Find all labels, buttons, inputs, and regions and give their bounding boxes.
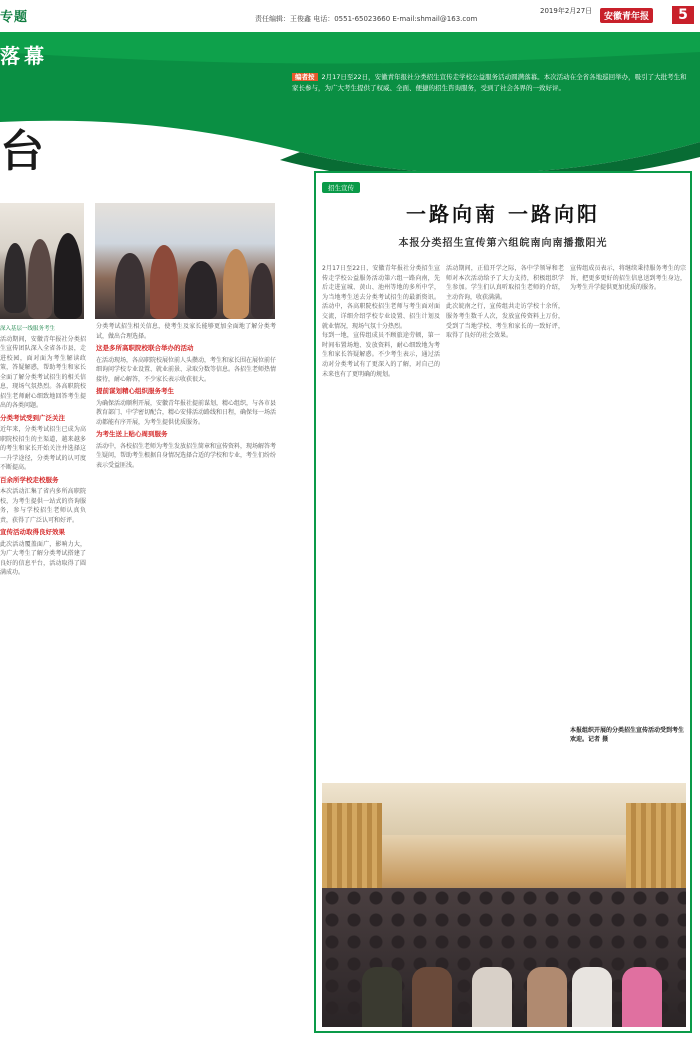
issue-date: 2019年2月27日 [540, 7, 593, 15]
editor-line: 责任编辑：王俊鑫 电话：0551-65023660 E-mail:shmail@163.com [255, 15, 478, 23]
editor-intro [292, 72, 690, 94]
header-big-char: 台 [0, 126, 44, 177]
col2-subhead-3: 为考生送上贴心周到服务 [96, 430, 168, 438]
article-column-2 [446, 264, 564, 764]
col1-paragraph-2: 近年来，分类考试招生已成为高职院校招生的主渠道，越来越多的考生和家长开始关注并选择这一升学途径，分类考试的认可度不断提高。 [0, 426, 86, 471]
section-tag: 专题 [0, 10, 29, 25]
col2-subhead-2: 提前谋划精心组织服务考生 [96, 387, 174, 395]
front-person [622, 967, 662, 1027]
front-person [572, 967, 612, 1027]
intro-text: 2月17日至22日，安徽青年报社分类招生宣传走学校公益服务活动圆满落幕。本次活动在全省各地巡回举办，吸引了大批考生和家长参与，为广大考生提供了权威、全面、便捷的招生咨询服务，受到了社会各界的一致好评。 [292, 73, 687, 92]
col1-paragraph-3: 本次活动汇集了省内多所高职院校，为考生提供一站式的咨询服务，参与学校招生老师认真负责，获得了广泛认可和好评。 [0, 488, 86, 524]
col2-subhead-1: 这是多所高职院校联合举办的活动 [96, 344, 194, 352]
col2-paragraph-3: 活动中，各校招生老师为考生发放招生简章和宣传资料，现场解答考生疑问，帮助考生根据自身情况选择合适的学校和专业，考生们纷纷表示受益匪浅。 [96, 442, 276, 469]
photo-auditorium [322, 783, 686, 1027]
header-wing-text: 落幕 [0, 44, 48, 68]
front-person [527, 967, 567, 1027]
col2-paragraph-1: 在活动现场，各高职院校展位前人头攒动，考生和家长围在展位前仔细询问学校专业设置、就业前景、录取分数等信息。各招生老师热情接待，耐心解答，不少家长表示收获很大。 [96, 356, 276, 383]
article-paragraph-4: 此次皖南之行，宣传组共走访学校十余所，服务考生数千人次，发放宣传资料上万份，受到了当地学校、考生和家长的一致好评，取得了良好的社会效果。 [446, 303, 564, 340]
left-column-2 [96, 322, 276, 1042]
article-paragraph-1: 2月17日至22日，安徽青年报社分类招生宣传走学校公益服务活动第六组一路向南，先后走进宣城、黄山、池州等地的多所中学，为当地考生送去分类考试招生的最新资讯。活动中，各高职院校招生老师与考生面对面交流，详细介绍学校专业设置、招生计划及就业情况，现场气氛十分热烈。 [322, 265, 440, 330]
col1-subhead-2: 分类考试受到广泛关注 [0, 413, 65, 422]
left-column-1 [0, 322, 86, 1042]
article-label: 招生宣传 [322, 182, 360, 193]
page-number: 5 [672, 6, 694, 24]
article-column-1 [322, 264, 440, 764]
photo-consultation-left [0, 203, 84, 319]
col1-paragraph-4: 此次活动覆盖面广，影响力大，为广大考生了解分类考试搭建了良好的信息平台，活动取得了圆满成功。 [0, 540, 86, 576]
photo-caption: 本报组织开展的分类招生宣传活动受到考生欢迎。记者 摄 [570, 727, 685, 743]
col1-subhead-4: 宣传活动取得良好效果 [0, 528, 65, 536]
col1-subhead-3: 百余所学校走校服务 [0, 475, 59, 484]
article-paragraph-2: 每到一地，宣传组成员不顾旅途劳顿，第一时间布置场地、发放资料，耐心细致地为考生和家长答疑解惑。不少考生表示，通过活动对分类考试有了更深入的了解，对自己的未来也有了更明确的规划。 [322, 332, 440, 378]
intro-tag: 编者按 [292, 73, 318, 81]
front-person [362, 967, 402, 1027]
article-column-3 [570, 264, 686, 722]
article-paragraph-5: 宣传组成员表示，将继续秉持服务考生的宗旨，把更多更好的招生信息送到考生身边，为考生升学提供更加优质的服务。 [570, 265, 686, 292]
col1-subhead-1: 深入基层一线服务考生 [0, 326, 56, 332]
header-banner [0, 32, 700, 180]
col2-paragraph-2: 为确保活动顺利开展，安徽青年报社提前谋划，精心组织，与各市县教育部门、中学密切配合，精心安排活动路线和日程，确保每一场活动都能有序开展，为考生提供优质服务。 [96, 399, 276, 426]
article-subtitle: 本报分类招生宣传第六组皖南向南播撒阳光 [398, 238, 608, 249]
front-person [412, 967, 452, 1027]
col1-paragraph-1: 活动期间，安徽青年报社分类招生宣传团队深入全省各市县，走进校园，面对面为考生解读政策，答疑解惑，帮助考生和家长全面了解分类考试招生的相关信息，现场气氛热烈。各高职院校招生老师耐心细致地回答考生提出的各类问题。 [0, 335, 86, 409]
col2-paragraph-0: 分类考试招生相关信息，使考生及家长能够更加全面地了解分类考试，做出合理选择。 [96, 323, 276, 340]
front-person [472, 967, 512, 1027]
photo-consultation-crowd [95, 203, 275, 319]
masthead-logo: 安徽青年报 [600, 8, 653, 23]
article-title: 一路向南 一路向阳 [406, 202, 600, 226]
article-paragraph-3: 活动期间，正值开学之际，各中学领导和老师对本次活动给予了大力支持，积极组织学生参加。学生们认真听取招生老师的介绍，主动咨询，收获满满。 [446, 265, 564, 301]
